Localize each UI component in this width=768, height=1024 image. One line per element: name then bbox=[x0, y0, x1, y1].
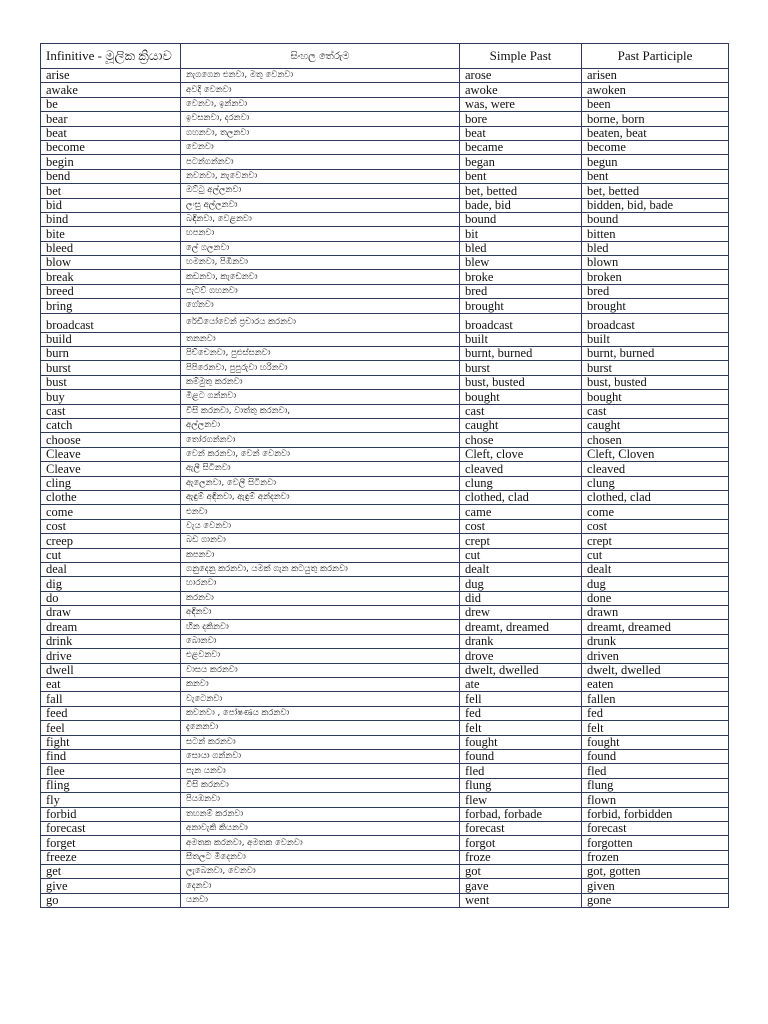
past-participle-cell: dug bbox=[582, 577, 729, 591]
past-participle-cell: bled bbox=[582, 241, 729, 255]
past-participle-cell: broadcast bbox=[582, 313, 729, 332]
infinitive-cell: bind bbox=[41, 212, 181, 226]
sinhala-meaning-cell: අඳිනවා bbox=[181, 606, 460, 620]
simple-past-cell: dreamt, dreamed bbox=[460, 620, 582, 634]
table-row bbox=[41, 562, 729, 576]
sinhala-meaning-cell: ඇලෙනවා, වෙලී සිටිනවා bbox=[181, 476, 460, 490]
simple-past-cell: brought bbox=[460, 299, 582, 313]
simple-past-cell: bet, betted bbox=[460, 184, 582, 198]
table-row bbox=[41, 198, 729, 212]
sinhala-meaning-cell: ලැබෙනවා, වෙනවා bbox=[181, 865, 460, 879]
simple-past-cell: drove bbox=[460, 649, 582, 663]
table-row bbox=[41, 807, 729, 821]
past-participle-cell: bound bbox=[582, 212, 729, 226]
past-participle-cell: driven bbox=[582, 649, 729, 663]
past-participle-cell: been bbox=[582, 97, 729, 111]
infinitive-cell: be bbox=[41, 97, 181, 111]
simple-past-cell: dug bbox=[460, 577, 582, 591]
infinitive-cell: fight bbox=[41, 735, 181, 749]
sinhala-meaning-cell: ගහනවා, තලනවා bbox=[181, 126, 460, 140]
verb-table-body bbox=[41, 69, 729, 908]
table-row bbox=[41, 548, 729, 562]
simple-past-cell: came bbox=[460, 505, 582, 519]
past-participle-cell: given bbox=[582, 879, 729, 893]
simple-past-cell: went bbox=[460, 893, 582, 907]
table-row bbox=[41, 577, 729, 591]
table-row bbox=[41, 663, 729, 677]
past-participle-cell: bent bbox=[582, 169, 729, 183]
past-participle-cell: awoken bbox=[582, 83, 729, 97]
infinitive-cell: bear bbox=[41, 112, 181, 126]
sinhala-meaning-cell: පැන යනවා bbox=[181, 764, 460, 778]
simple-past-cell: forbad, forbade bbox=[460, 807, 582, 821]
simple-past-cell: bled bbox=[460, 241, 582, 255]
infinitive-cell: drive bbox=[41, 649, 181, 663]
header-sinhala-meaning: සිංහල තේරුම bbox=[181, 44, 460, 69]
past-participle-cell: bet, betted bbox=[582, 184, 729, 198]
sinhala-meaning-cell: සීතලට මීදෙනවා bbox=[181, 850, 460, 864]
sinhala-meaning-cell: කනවා bbox=[181, 678, 460, 692]
past-participle-cell: cast bbox=[582, 404, 729, 418]
sinhala-meaning-cell: හමනවා, පිඹිනවා bbox=[181, 256, 460, 270]
simple-past-cell: cut bbox=[460, 548, 582, 562]
infinitive-cell: Cleave bbox=[41, 462, 181, 476]
infinitive-cell: bend bbox=[41, 169, 181, 183]
table-row bbox=[41, 112, 729, 126]
infinitive-cell: cut bbox=[41, 548, 181, 562]
sinhala-meaning-cell: වැය වෙනවා bbox=[181, 519, 460, 533]
sinhala-meaning-cell: කඩනවා, කැඩෙනවා bbox=[181, 270, 460, 284]
infinitive-cell: creep bbox=[41, 534, 181, 548]
table-row bbox=[41, 447, 729, 461]
infinitive-cell: bust bbox=[41, 375, 181, 389]
table-row bbox=[41, 155, 729, 169]
sinhala-meaning-cell: බඩ ගානවා bbox=[181, 534, 460, 548]
infinitive-cell: feed bbox=[41, 706, 181, 720]
past-participle-cell: cleaved bbox=[582, 462, 729, 476]
simple-past-cell: flew bbox=[460, 793, 582, 807]
past-participle-cell: eaten bbox=[582, 678, 729, 692]
simple-past-cell: was, were bbox=[460, 97, 582, 111]
infinitive-cell: beat bbox=[41, 126, 181, 140]
simple-past-cell: crept bbox=[460, 534, 582, 548]
table-row bbox=[41, 793, 729, 807]
sinhala-meaning-cell: පැටව් ගහනවා bbox=[181, 284, 460, 298]
sinhala-meaning-cell: වාසය කරනවා bbox=[181, 663, 460, 677]
sinhala-meaning-cell: වෙනවා bbox=[181, 140, 460, 154]
sinhala-meaning-cell: වෙන් කරනවා, වෙන් වෙනවා bbox=[181, 447, 460, 461]
infinitive-cell: broadcast bbox=[41, 313, 181, 332]
past-participle-cell: forecast bbox=[582, 821, 729, 835]
table-row bbox=[41, 212, 729, 226]
past-participle-cell: clung bbox=[582, 476, 729, 490]
past-participle-cell: arisen bbox=[582, 69, 729, 83]
sinhala-meaning-cell: ගේනවා bbox=[181, 299, 460, 313]
simple-past-cell: bought bbox=[460, 390, 582, 404]
table-row bbox=[41, 534, 729, 548]
simple-past-cell: chose bbox=[460, 433, 582, 447]
past-participle-cell: begun bbox=[582, 155, 729, 169]
table-row bbox=[41, 721, 729, 735]
sinhala-meaning-cell: ගනුදෙනු කරනවා, යමක් ගැන කටයුතු කරනවා bbox=[181, 562, 460, 576]
infinitive-cell: fly bbox=[41, 793, 181, 807]
infinitive-cell: find bbox=[41, 749, 181, 763]
sinhala-meaning-cell: මිළට ගන්නවා bbox=[181, 390, 460, 404]
infinitive-cell: build bbox=[41, 332, 181, 346]
table-row bbox=[41, 505, 729, 519]
sinhala-meaning-cell: යනවා bbox=[181, 893, 460, 907]
simple-past-cell: fed bbox=[460, 706, 582, 720]
simple-past-cell: dealt bbox=[460, 562, 582, 576]
sinhala-meaning-cell: කම්මුතු කරනවා bbox=[181, 375, 460, 389]
simple-past-cell: ate bbox=[460, 678, 582, 692]
irregular-verb-table bbox=[40, 43, 729, 908]
table-row bbox=[41, 227, 729, 241]
table-row bbox=[41, 404, 729, 418]
infinitive-cell: breed bbox=[41, 284, 181, 298]
infinitive-cell: freeze bbox=[41, 850, 181, 864]
table-row bbox=[41, 433, 729, 447]
table-row bbox=[41, 879, 729, 893]
infinitive-cell: Cleave bbox=[41, 447, 181, 461]
simple-past-cell: fought bbox=[460, 735, 582, 749]
simple-past-cell: began bbox=[460, 155, 582, 169]
sinhala-meaning-cell: ලංසු අල්ලනවා bbox=[181, 198, 460, 212]
past-participle-cell: burnt, burned bbox=[582, 347, 729, 361]
infinitive-cell: feel bbox=[41, 721, 181, 735]
table-row bbox=[41, 620, 729, 634]
past-participle-cell: done bbox=[582, 591, 729, 605]
simple-past-cell: clung bbox=[460, 476, 582, 490]
past-participle-cell: dreamt, dreamed bbox=[582, 620, 729, 634]
simple-past-cell: burnt, burned bbox=[460, 347, 582, 361]
past-participle-cell: gone bbox=[582, 893, 729, 907]
past-participle-cell: borne, born bbox=[582, 112, 729, 126]
infinitive-cell: dig bbox=[41, 577, 181, 591]
past-participle-cell: flown bbox=[582, 793, 729, 807]
simple-past-cell: gave bbox=[460, 879, 582, 893]
simple-past-cell: bade, bid bbox=[460, 198, 582, 212]
past-participle-cell: clothed, clad bbox=[582, 490, 729, 504]
sinhala-meaning-cell: ඉවසනවා, දරනවා bbox=[181, 112, 460, 126]
past-participle-cell: fallen bbox=[582, 692, 729, 706]
simple-past-cell: built bbox=[460, 332, 582, 346]
sinhala-meaning-cell: ඇඳුම් අඳිනවා, ඇඳුම් අන්දනවා bbox=[181, 490, 460, 504]
table-row bbox=[41, 390, 729, 404]
sinhala-meaning-cell: කවනවා , පෝෂණය කරනවා bbox=[181, 706, 460, 720]
infinitive-cell: fall bbox=[41, 692, 181, 706]
sinhala-meaning-cell: විසි කරනවා bbox=[181, 778, 460, 792]
simple-past-cell: arose bbox=[460, 69, 582, 83]
past-participle-cell: built bbox=[582, 332, 729, 346]
table-row bbox=[41, 591, 729, 605]
past-participle-cell: bred bbox=[582, 284, 729, 298]
sinhala-meaning-cell: පටන්ගන්නවා bbox=[181, 155, 460, 169]
past-participle-cell: bitten bbox=[582, 227, 729, 241]
simple-past-cell: forgot bbox=[460, 836, 582, 850]
table-row bbox=[41, 778, 729, 792]
infinitive-cell: bid bbox=[41, 198, 181, 212]
sinhala-meaning-cell: නවනවා, නැවෙනවා bbox=[181, 169, 460, 183]
past-participle-cell: crept bbox=[582, 534, 729, 548]
sinhala-meaning-cell: පිපිරෙනවා, පුපුරුවා හරිනවා bbox=[181, 361, 460, 375]
sinhala-meaning-cell: එළවනවා bbox=[181, 649, 460, 663]
sinhala-meaning-cell: බොනවා bbox=[181, 634, 460, 648]
infinitive-cell: begin bbox=[41, 155, 181, 169]
simple-past-cell: awoke bbox=[460, 83, 582, 97]
sinhala-meaning-cell: නැගගෙන එනවා, මතු වෙනවා bbox=[181, 69, 460, 83]
simple-past-cell: cost bbox=[460, 519, 582, 533]
simple-past-cell: cast bbox=[460, 404, 582, 418]
table-row bbox=[41, 284, 729, 298]
table-row bbox=[41, 256, 729, 270]
infinitive-cell: draw bbox=[41, 606, 181, 620]
table-row bbox=[41, 764, 729, 778]
sinhala-meaning-cell: සටන් කරනවා bbox=[181, 735, 460, 749]
past-participle-cell: Cleft, Cloven bbox=[582, 447, 729, 461]
simple-past-cell: cleaved bbox=[460, 462, 582, 476]
table-row bbox=[41, 375, 729, 389]
table-row bbox=[41, 476, 729, 490]
table-row bbox=[41, 361, 729, 375]
simple-past-cell: bound bbox=[460, 212, 582, 226]
infinitive-cell: go bbox=[41, 893, 181, 907]
infinitive-cell: burn bbox=[41, 347, 181, 361]
simple-past-cell: bred bbox=[460, 284, 582, 298]
past-participle-cell: brought bbox=[582, 299, 729, 313]
table-row bbox=[41, 678, 729, 692]
simple-past-cell: found bbox=[460, 749, 582, 763]
past-participle-cell: blown bbox=[582, 256, 729, 270]
table-row bbox=[41, 692, 729, 706]
past-participle-cell: come bbox=[582, 505, 729, 519]
simple-past-cell: bit bbox=[460, 227, 582, 241]
infinitive-cell: get bbox=[41, 865, 181, 879]
table-row bbox=[41, 606, 729, 620]
table-row bbox=[41, 184, 729, 198]
simple-past-cell: dwelt, dwelled bbox=[460, 663, 582, 677]
infinitive-cell: bleed bbox=[41, 241, 181, 255]
table-row bbox=[41, 126, 729, 140]
sinhala-meaning-cell: අනාවැකි කියනවා bbox=[181, 821, 460, 835]
infinitive-cell: break bbox=[41, 270, 181, 284]
table-row bbox=[41, 649, 729, 663]
table-row bbox=[41, 893, 729, 907]
simple-past-cell: got bbox=[460, 865, 582, 879]
sinhala-meaning-cell: විසි කරනවා, වාත්තු කරනවා, bbox=[181, 404, 460, 418]
sinhala-meaning-cell: අල්ලනවා bbox=[181, 418, 460, 432]
past-participle-cell: burst bbox=[582, 361, 729, 375]
table-row bbox=[41, 270, 729, 284]
infinitive-cell: come bbox=[41, 505, 181, 519]
past-participle-cell: bought bbox=[582, 390, 729, 404]
past-participle-cell: dealt bbox=[582, 562, 729, 576]
past-participle-cell: beaten, beat bbox=[582, 126, 729, 140]
infinitive-cell: flee bbox=[41, 764, 181, 778]
past-participle-cell: forgotten bbox=[582, 836, 729, 850]
sinhala-meaning-cell: සොයා ගන්නවා bbox=[181, 749, 460, 763]
table-row bbox=[41, 749, 729, 763]
sinhala-meaning-cell: ඇලී සිටිනවා bbox=[181, 462, 460, 476]
past-participle-cell: fled bbox=[582, 764, 729, 778]
table-row bbox=[41, 299, 729, 313]
infinitive-cell: drink bbox=[41, 634, 181, 648]
sinhala-meaning-cell: වැටෙනවා bbox=[181, 692, 460, 706]
table-row bbox=[41, 347, 729, 361]
sinhala-meaning-cell: අවදි වෙනවා bbox=[181, 83, 460, 97]
simple-past-cell: blew bbox=[460, 256, 582, 270]
infinitive-cell: cling bbox=[41, 476, 181, 490]
past-participle-cell: forbid, forbidden bbox=[582, 807, 729, 821]
sinhala-meaning-cell: රේඩියෝවෙන් ප්‍රචාරය කරනවා bbox=[181, 313, 460, 332]
infinitive-cell: clothe bbox=[41, 490, 181, 504]
sinhala-meaning-cell: දෙනවා bbox=[181, 879, 460, 893]
header-row bbox=[41, 44, 729, 69]
infinitive-cell: forecast bbox=[41, 821, 181, 835]
sinhala-meaning-cell: දැනෙනවා bbox=[181, 721, 460, 735]
past-participle-cell: cost bbox=[582, 519, 729, 533]
infinitive-cell: forget bbox=[41, 836, 181, 850]
table-row bbox=[41, 706, 729, 720]
table-row bbox=[41, 850, 729, 864]
sinhala-meaning-cell: ඔට්ටු අල්ලනවා bbox=[181, 184, 460, 198]
simple-past-cell: bust, busted bbox=[460, 375, 582, 389]
past-participle-cell: felt bbox=[582, 721, 729, 735]
table-row bbox=[41, 97, 729, 111]
infinitive-cell: do bbox=[41, 591, 181, 605]
sinhala-meaning-cell: හාරනවා bbox=[181, 577, 460, 591]
simple-past-cell: bore bbox=[460, 112, 582, 126]
table-row bbox=[41, 490, 729, 504]
simple-past-cell: flung bbox=[460, 778, 582, 792]
table-row bbox=[41, 241, 729, 255]
infinitive-cell: forbid bbox=[41, 807, 181, 821]
past-participle-cell: fed bbox=[582, 706, 729, 720]
sinhala-meaning-cell: පිච්චෙනවා, පුළුස්සනවා bbox=[181, 347, 460, 361]
table-row bbox=[41, 735, 729, 749]
past-participle-cell: bidden, bid, bade bbox=[582, 198, 729, 212]
simple-past-cell: froze bbox=[460, 850, 582, 864]
sinhala-meaning-cell: අමතක කරනවා, අමතක වෙනවා bbox=[181, 836, 460, 850]
simple-past-cell: broke bbox=[460, 270, 582, 284]
sinhala-meaning-cell: තහනම් කරනවා bbox=[181, 807, 460, 821]
infinitive-cell: bet bbox=[41, 184, 181, 198]
sinhala-meaning-cell: පියඹනවා bbox=[181, 793, 460, 807]
infinitive-cell: bring bbox=[41, 299, 181, 313]
infinitive-cell: fling bbox=[41, 778, 181, 792]
past-participle-cell: bust, busted bbox=[582, 375, 729, 389]
sinhala-meaning-cell: බඳිනවා, වෙළනවා bbox=[181, 212, 460, 226]
sinhala-meaning-cell: වෙනවා, ඉන්නවා bbox=[181, 97, 460, 111]
header-simple-past: Simple Past bbox=[460, 44, 582, 69]
past-participle-cell: dwelt, dwelled bbox=[582, 663, 729, 677]
table-row bbox=[41, 140, 729, 154]
simple-past-cell: clothed, clad bbox=[460, 490, 582, 504]
past-participle-cell: caught bbox=[582, 418, 729, 432]
infinitive-cell: buy bbox=[41, 390, 181, 404]
table-row bbox=[41, 634, 729, 648]
simple-past-cell: broadcast bbox=[460, 313, 582, 332]
past-participle-cell: drawn bbox=[582, 606, 729, 620]
sinhala-meaning-cell: එනවා bbox=[181, 505, 460, 519]
infinitive-cell: burst bbox=[41, 361, 181, 375]
infinitive-cell: dream bbox=[41, 620, 181, 634]
past-participle-cell: become bbox=[582, 140, 729, 154]
table-row bbox=[41, 169, 729, 183]
infinitive-cell: arise bbox=[41, 69, 181, 83]
simple-past-cell: did bbox=[460, 591, 582, 605]
infinitive-cell: bite bbox=[41, 227, 181, 241]
infinitive-cell: catch bbox=[41, 418, 181, 432]
past-participle-cell: broken bbox=[582, 270, 729, 284]
infinitive-cell: become bbox=[41, 140, 181, 154]
simple-past-cell: Cleft, clove bbox=[460, 447, 582, 461]
infinitive-cell: dwell bbox=[41, 663, 181, 677]
table-row bbox=[41, 836, 729, 850]
table-row bbox=[41, 462, 729, 476]
infinitive-cell: give bbox=[41, 879, 181, 893]
infinitive-cell: cast bbox=[41, 404, 181, 418]
table-row bbox=[41, 821, 729, 835]
past-participle-cell: fought bbox=[582, 735, 729, 749]
simple-past-cell: forecast bbox=[460, 821, 582, 835]
simple-past-cell: felt bbox=[460, 721, 582, 735]
table-row bbox=[41, 313, 729, 332]
table-row bbox=[41, 865, 729, 879]
infinitive-cell: eat bbox=[41, 678, 181, 692]
past-participle-cell: cut bbox=[582, 548, 729, 562]
past-participle-cell: flung bbox=[582, 778, 729, 792]
past-participle-cell: drunk bbox=[582, 634, 729, 648]
table-row bbox=[41, 83, 729, 97]
simple-past-cell: fell bbox=[460, 692, 582, 706]
table-header bbox=[41, 44, 729, 69]
simple-past-cell: caught bbox=[460, 418, 582, 432]
infinitive-cell: blow bbox=[41, 256, 181, 270]
infinitive-cell: deal bbox=[41, 562, 181, 576]
infinitive-cell: awake bbox=[41, 83, 181, 97]
simple-past-cell: fled bbox=[460, 764, 582, 778]
sinhala-meaning-cell: කරනවා bbox=[181, 591, 460, 605]
sinhala-meaning-cell: හීන දකිනවා bbox=[181, 620, 460, 634]
sinhala-meaning-cell: කපනවා bbox=[181, 548, 460, 562]
simple-past-cell: drew bbox=[460, 606, 582, 620]
simple-past-cell: became bbox=[460, 140, 582, 154]
sinhala-meaning-cell: හපනවා bbox=[181, 227, 460, 241]
header-infinitive: Infinitive - මූලික ක්‍රියාව bbox=[41, 44, 181, 69]
header-past-participle: Past Participle bbox=[582, 44, 729, 69]
sinhala-meaning-cell: ලේ ගලනවා bbox=[181, 241, 460, 255]
simple-past-cell: burst bbox=[460, 361, 582, 375]
sinhala-meaning-cell: තනනවා bbox=[181, 332, 460, 346]
table-row bbox=[41, 69, 729, 83]
table-row bbox=[41, 332, 729, 346]
table-row bbox=[41, 418, 729, 432]
past-participle-cell: found bbox=[582, 749, 729, 763]
table-row bbox=[41, 519, 729, 533]
past-participle-cell: got, gotten bbox=[582, 865, 729, 879]
infinitive-cell: choose bbox=[41, 433, 181, 447]
simple-past-cell: bent bbox=[460, 169, 582, 183]
past-participle-cell: frozen bbox=[582, 850, 729, 864]
sinhala-meaning-cell: තෝරගන්නවා bbox=[181, 433, 460, 447]
simple-past-cell: beat bbox=[460, 126, 582, 140]
past-participle-cell: chosen bbox=[582, 433, 729, 447]
infinitive-cell: cost bbox=[41, 519, 181, 533]
simple-past-cell: drank bbox=[460, 634, 582, 648]
